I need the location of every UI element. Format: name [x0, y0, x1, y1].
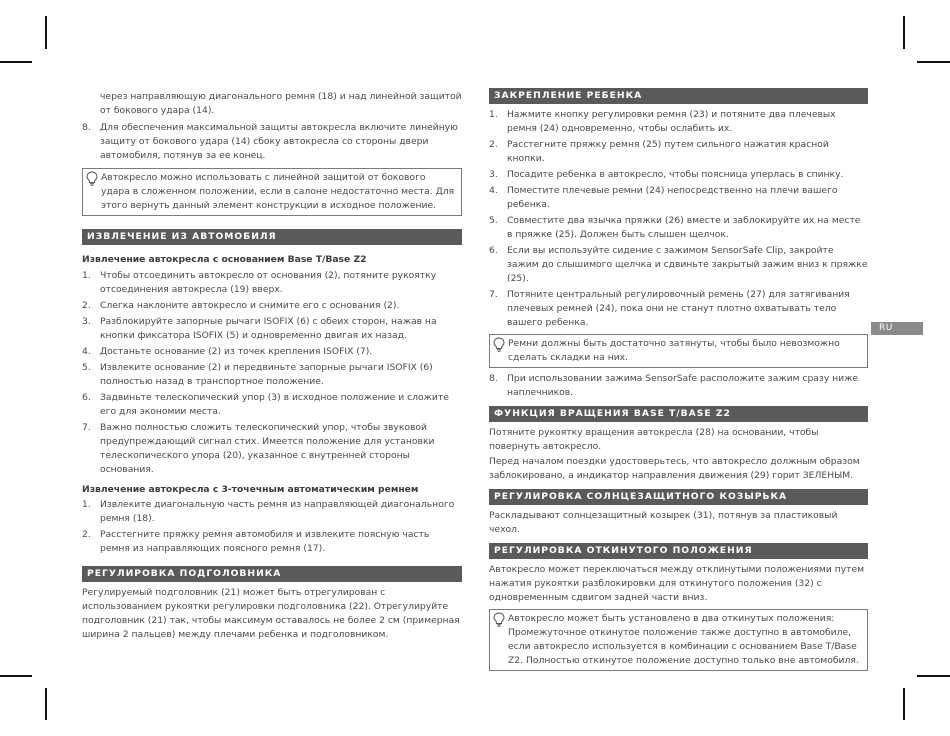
crop-mark: [45, 16, 47, 49]
crop-mark: [45, 688, 47, 720]
list-item: [489, 288, 868, 330]
note-text: Ремни должны быть достаточно затянуты, чтобы было невозможно сделать складки на них.: [508, 338, 840, 363]
list-text: Важно полностью сложить телескопический упор, чтобы звуковой предупреждающий сигнал стих. Имеется положение для установки телескопического упора (20), указанное с внутренней стороны основания.: [100, 422, 435, 475]
list-text: Задвиньте телескопический упор (3) в исходное положение и сложите его для экономии места.: [100, 392, 449, 417]
list-number: 6.: [489, 245, 498, 256]
crop-mark: [917, 61, 950, 63]
list-item: [82, 345, 462, 359]
list-item: [489, 138, 868, 166]
crop-mark: [0, 61, 32, 63]
list-item: [489, 372, 868, 400]
list-number: 2.: [489, 139, 498, 150]
list-number: 5.: [82, 362, 91, 373]
secure-steps-list: [489, 108, 868, 330]
list-item: [489, 108, 868, 136]
list-number: 1.: [82, 499, 91, 510]
list-text: Потяните центральный регулировочный ремень (27) для затягивания плечевых ремней (24), пока они не станут плотно охватывать тело вашего ребенка.: [507, 289, 850, 328]
base-steps-list: [82, 269, 462, 477]
note-box: [82, 168, 462, 216]
list-number: 7.: [82, 422, 91, 433]
subheading: Извлечение автокресла с 3-точечным автоматическим ремнем: [82, 484, 419, 495]
list-text: Расстегните пряжку ремня автомобиля и извлеките поясную часть ремня из направляющих поясного ремня (17).: [100, 529, 430, 554]
list-item: [489, 184, 868, 212]
section-header-recline: РЕГУЛИРОВКА ОТКИНУТОГО ПОЛОЖЕНИЯ: [489, 543, 868, 559]
list-item: [82, 299, 462, 313]
list-item: [82, 121, 462, 163]
paragraph: Автокресло может переключаться между отклинутыми положениями путем нажатия рукоятки разблокировки для откинутого положения (32) с одновременным сдвигом задней части вниз.: [489, 564, 865, 603]
lightbulb-icon: [86, 171, 98, 186]
list-number: 3.: [489, 169, 498, 180]
list-number: 4.: [489, 185, 498, 196]
list-number: 8.: [82, 122, 91, 133]
list-number: 1.: [82, 270, 91, 281]
list-text: Если вы используйте сидение с зажимом SensorSafe Clip, закройте зажим до слышимого щелчка и сдвиньте закрытый зажим вниз к пряжке (25).: [507, 245, 868, 284]
section-header-secure: ЗАКРЕПЛЕНИЕ РЕБЕНКА: [489, 88, 868, 104]
list-text: Слегка наклоните автокресло и снимите его с основания (2).: [100, 300, 400, 311]
list-text: Достаньте основание (2) из точек крепления ISOFIX (7).: [100, 346, 373, 357]
list-number: 4.: [82, 346, 91, 357]
list-number: 2.: [82, 529, 91, 540]
paragraph: [82, 90, 462, 118]
list-number: 8.: [489, 373, 498, 384]
lightbulb-icon: [493, 337, 505, 352]
paragraph: Регулируемый подголовник (21) может быть отрегулирован с использованием рукоятки регулировки подголовника (22). Отрегулируйте подголовник (21) так, чтобы максимум оставалось не более 2 см (примерная ширина 2 пальцев) между плечами ребенка и подголовником.: [82, 587, 460, 640]
intro-text: через направляющую диагонального ремня (18) и над линейной защитой от бокового удара (14).: [100, 91, 462, 116]
paragraph: Раскладывают солнцезащитный козырек (31), потянув за пластиковый чехол.: [489, 510, 838, 535]
section-header-removal: ИЗВЛЕЧЕНИЕ ИЗ АВТОМОБИЛЯ: [82, 229, 462, 245]
list-number: 1.: [489, 109, 498, 120]
list-number: 3.: [82, 316, 91, 327]
list-item: [82, 528, 462, 556]
subheading: Извлечение автокресла с основанием Base T/Base Z2: [82, 254, 367, 265]
list-item: [82, 315, 462, 343]
list-text: Разблокируйте запорные рычаги ISOFIX (6) с обеих сторон, нажав на кнопки фиксатора ISOFIX (5) и одновременно двигая их назад.: [100, 316, 437, 341]
lightbulb-icon: [493, 612, 505, 627]
paragraph: Перед началом поездки удостоверьтесь, что автокресло должным образом заблокировано, а индикатор направления движения (29) горит ЗЕЛЕНЫМ.: [489, 456, 860, 481]
list-item: [489, 214, 868, 242]
list-text: Извлеките основание (2) и передвиньте запорные рычаги ISOFIX (6) полностью назад в транспортное положение.: [100, 362, 433, 387]
list-text: Поместите плечевые ремни (24) непосредственно на плечи вашего ребенка.: [507, 185, 838, 210]
list-text: Нажмите кнопку регулировки ремня (23) и потяните два плечевых ремня (24) одновременно, чтобы ослабить их.: [507, 109, 836, 134]
note-text: Автокресло можно использовать с линейной защитой от бокового удара в сложенном положении, если в салоне недостаточно места. Для этого вернуть данный элемент конструкции в исходное положение.: [101, 172, 455, 211]
list-item: [82, 269, 462, 297]
belt-steps-list: [82, 498, 462, 556]
right-column: [489, 88, 868, 671]
list-number: 6.: [82, 392, 91, 403]
list-item: [489, 244, 868, 286]
list-item: [82, 498, 462, 526]
list-text: Чтобы отсоединить автокресло от основания (2), потяните рукоятку отсоединения автокресла (19) вверх.: [100, 270, 437, 295]
list-text: Извлеките диагональную часть ремня из направляющей диагонального ремня (18).: [100, 499, 455, 524]
list-item: [82, 361, 462, 389]
crop-mark: [903, 688, 905, 720]
list-text: Совместите два язычка пряжки (26) вместе и заблокируйте их на месте в пряжке (25). Должен быть слышен щелчок.: [507, 215, 861, 240]
note-box: [489, 609, 868, 671]
list-number: 2.: [82, 300, 91, 311]
list-item: [82, 421, 462, 477]
list-item: [489, 168, 868, 182]
list-text: Для обеспечения максимальной защиты автокресла включите линейную защиту от бокового удара (14) сбоку автокресла со стороны двери автомобиля, потянув за ее конец.: [100, 122, 458, 161]
list-text: Расстегните пряжку ремня (25) путем сильного нажатия красной кнопки.: [507, 139, 829, 164]
language-tab: RU: [871, 322, 923, 335]
list-number: 5.: [489, 215, 498, 226]
crop-mark: [0, 675, 32, 677]
list-number: 7.: [489, 289, 498, 300]
left-column: [82, 90, 462, 642]
paragraph: Потяните рукоятку вращения автокресла (28) на основании, чтобы повернуть автокресло.: [489, 427, 819, 452]
section-header-canopy: РЕГУЛИРОВКА СОЛНЦЕЗАЩИТНОГО КОЗЫРЬКА: [489, 489, 868, 505]
note-box: [489, 334, 868, 368]
section-header-rotation: ФУНКЦИЯ ВРАЩЕНИЯ BASE T/BASE Z2: [489, 406, 868, 422]
list-text: При использовании зажима SensorSafe расположите зажим сразу ниже наплечников.: [507, 373, 859, 398]
list-item: [82, 391, 462, 419]
section-header-headrest: РЕГУЛИРОВКА ПОДГОЛОВНИКА: [82, 566, 462, 582]
crop-mark: [903, 16, 905, 49]
list-text: Посадите ребенка в автокресло, чтобы поясница уперлась в спинку.: [507, 169, 844, 180]
note-text: Автокресло может быть установлено в два откинутых положения: Промежуточное откинутое положение также доступно в автомобиле, если автокресло используется в комбинации с основанием Base T/Base Z2. Полностью откинутое положение доступно только вне автомобиля.: [508, 613, 859, 666]
crop-mark: [917, 675, 950, 677]
